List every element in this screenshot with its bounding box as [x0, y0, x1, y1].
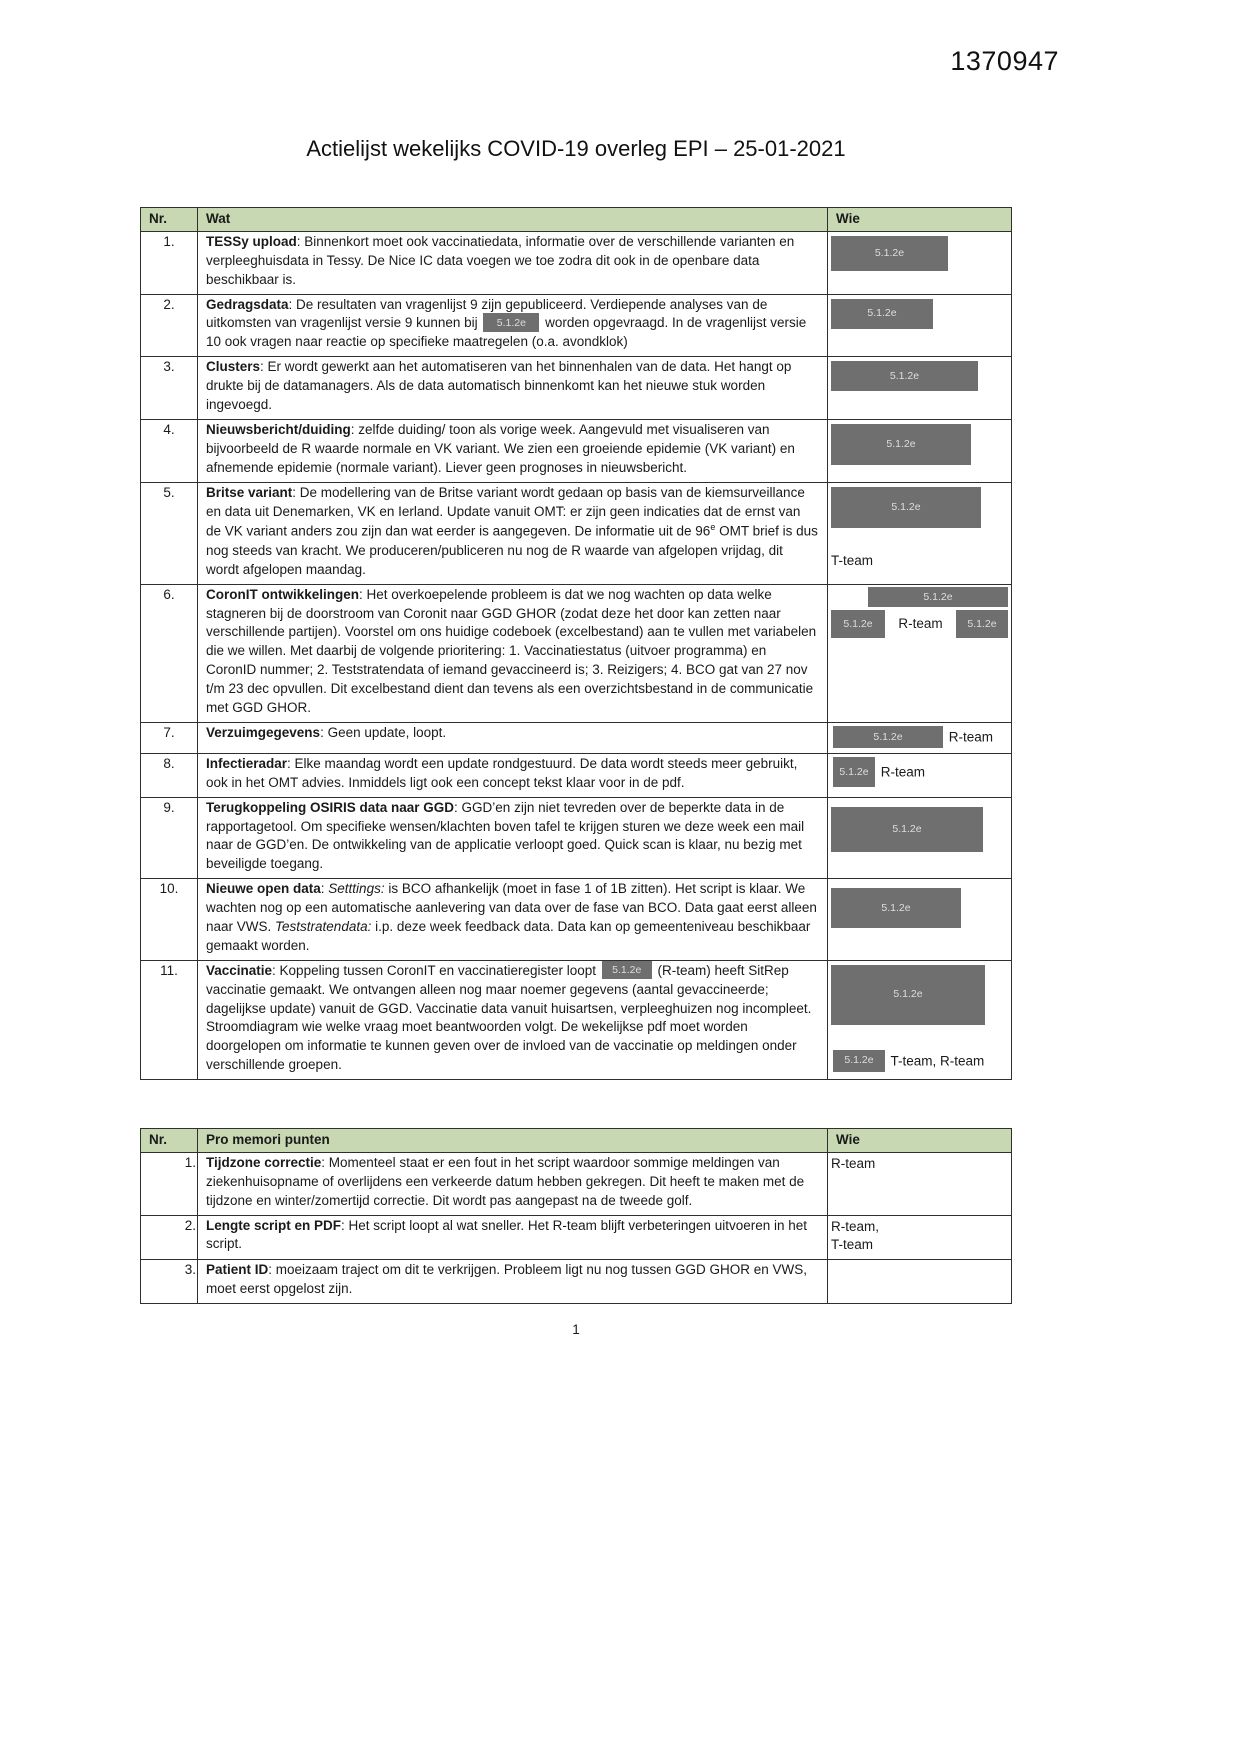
- header-wie: Wie: [828, 208, 1012, 232]
- row-assignee: [828, 231, 1012, 294]
- row-description: [198, 960, 828, 1079]
- text-run: R-team: [831, 1155, 876, 1171]
- row-number: 3.: [141, 1260, 198, 1304]
- text-run: : Het overkoepelende probleem is dat we nog wachten op data welke stagneren bij de doorstroom van Coronit naar GGD GHOR (zodat deze het door kan zetten naar verschillende partijen). Voorstel om ons huidige codeboek (excelbestand) aan te vullen met variabelen die we willen. Met daarbij de volgende prioritering: 1. Vaccinatiestatus (uitvoer programma) en CoronID nummer; 2. Teststratendata of iemand gevaccineerd is; 3. Reizigers; 4. BCO gat van 27 nov t/m 23 dec opvullen. Dit excelbestand dient dan tevens als een overzichtsbestand in de communicatie met GGD GHOR.: [206, 586, 817, 715]
- row-topic: Nieuwe open data: [206, 881, 321, 897]
- text-run: : De modellering van de Britse variant wordt gedaan op basis van de kiemsurveillance en data uit Denemarken, VK en Ierland. Update vanuit OMT: er zijn geen indicaties dat de ernst van de VK variant anders zou zijn dan wat eerder is aangegeven. De informatie uit de 96: [206, 484, 805, 539]
- text-run: R-team: [898, 615, 943, 631]
- assignee-line: [831, 1236, 1008, 1255]
- action-table-body: [141, 231, 1012, 1079]
- redaction-box: 5.1.2e: [483, 313, 539, 332]
- row-description: [198, 1152, 828, 1215]
- row-topic: Lengte script en PDF: [206, 1217, 342, 1233]
- table-row: [141, 753, 1012, 797]
- row-assignee: [828, 722, 1012, 753]
- redaction-box: 5.1.2e: [831, 487, 981, 528]
- table-row: [141, 1152, 1012, 1215]
- redaction-box: 5.1.2e: [833, 726, 943, 748]
- page-title: Actielijst wekelijks COVID-19 overleg EPI – 25-01-2021: [306, 136, 846, 161]
- text-run: i.p. deze week feedback data. Data kan op gemeenteniveau beschikbaar gemaakt worden.: [206, 919, 811, 953]
- row-number: 2.: [141, 1215, 198, 1260]
- redaction-box: 5.1.2e: [831, 361, 978, 391]
- text-run: : Momenteel staat er een fout in het script waardoor sommige meldingen van ziekenhuisopname of overlijdens een verkeerde datum hebben gekregen. Dit heeft te maken met de tijdzone en winter/zomertijd correctie. Dit wordt pas aangepast na de tweede golf.: [206, 1154, 805, 1208]
- redaction-box: 5.1.2e: [956, 610, 1008, 638]
- text-run: T-team, R-team: [887, 1053, 985, 1069]
- text-run: T-team: [831, 552, 874, 568]
- memo-table-body: [141, 1152, 1012, 1303]
- italic-text: Setttings:: [328, 881, 385, 897]
- redaction-box: 5.1.2e: [831, 807, 983, 852]
- row-assignee: [828, 294, 1012, 357]
- text-run: is BCO afhankelijk (moet in fase 1 of 1B zitten). Het script is klaar. We wachten nog op een automatische aanlevering van data over de fase van BCO. Data gaat eerst alleen naar VWS.: [206, 881, 817, 934]
- row-assignee: [828, 357, 1012, 420]
- text-run: R-team: [877, 764, 926, 780]
- text-run: : Binnenkort moet ook vaccinatiedata, informatie over de verschillende varianten en verpleeghuisdata in Tessy. De Nice IC data voegen we toe zodra dit ook in de openbare data beschikbaar is.: [206, 233, 795, 287]
- row-description: [198, 294, 828, 357]
- row-assignee: [828, 1152, 1012, 1215]
- assignee-line: [831, 587, 1008, 607]
- text-run: R-team,: [831, 1218, 880, 1234]
- header-pro-memori: Pro memori punten: [198, 1129, 828, 1153]
- assignee-line: [831, 236, 1008, 271]
- assignee-line: [831, 610, 1008, 638]
- row-number: 1.: [141, 1152, 198, 1215]
- text-run: R-team: [945, 729, 994, 745]
- row-assignee: [828, 584, 1012, 722]
- document-number: 1370947: [950, 46, 1059, 76]
- table-row: [141, 231, 1012, 294]
- text-run: :: [320, 881, 329, 897]
- redaction-box: 5.1.2e: [831, 888, 961, 928]
- table-row: [141, 584, 1012, 722]
- text-run: T-team: [831, 1237, 874, 1253]
- redaction-box: 5.1.2e: [602, 961, 652, 979]
- row-topic: Patient ID: [206, 1262, 269, 1278]
- row-topic: Nieuwsbericht/duiding: [206, 422, 351, 438]
- row-description: [198, 584, 828, 722]
- header-wat: Wat: [198, 208, 828, 232]
- row-assignee: [828, 753, 1012, 797]
- row-assignee: [828, 879, 1012, 961]
- redaction-box: 5.1.2e: [831, 236, 948, 271]
- text-run: : Koppeling tussen CoronIT en vaccinatieregister loopt: [272, 962, 600, 978]
- row-topic: CoronIT ontwikkelingen: [206, 586, 360, 602]
- row-topic: Clusters: [206, 359, 261, 375]
- italic-text: Teststratendata:: [275, 919, 372, 934]
- row-number: 5.: [141, 482, 198, 584]
- row-number: 1.: [141, 231, 198, 294]
- redaction-box: 5.1.2e: [833, 1050, 885, 1072]
- assignee-line: [831, 1155, 1008, 1174]
- row-assignee: [828, 1260, 1012, 1304]
- assignee-line: [831, 965, 1008, 1025]
- row-topic: Vaccinatie: [206, 962, 273, 978]
- table-row: [141, 879, 1012, 961]
- row-description: [198, 357, 828, 420]
- row-number: 11.: [141, 960, 198, 1079]
- row-description: [198, 797, 828, 879]
- page-number: 1: [572, 1322, 580, 1337]
- row-number: 2.: [141, 294, 198, 357]
- row-assignee: [828, 482, 1012, 584]
- row-assignee: [828, 797, 1012, 879]
- redaction-box: 5.1.2e: [831, 299, 933, 329]
- assignee-line: [831, 1051, 1008, 1073]
- superscript-text: e: [710, 522, 716, 533]
- table-row: [141, 1215, 1012, 1260]
- assignee-line: [831, 1218, 1008, 1237]
- row-description: [198, 231, 828, 294]
- row-description: [198, 420, 828, 483]
- redaction-box: 5.1.2e: [831, 965, 985, 1025]
- table-row: [141, 482, 1012, 584]
- row-description: [198, 1260, 828, 1304]
- row-number: 6.: [141, 584, 198, 722]
- assignee-line: [831, 299, 1008, 329]
- row-topic: TESSy upload: [206, 233, 297, 249]
- header-nr: Nr.: [141, 1129, 198, 1153]
- redaction-box: 5.1.2e: [831, 610, 885, 638]
- row-topic: Gedragsdata: [206, 296, 289, 312]
- redaction-box: 5.1.2e: [868, 587, 1008, 607]
- assignee-line: [831, 424, 1008, 465]
- pro-memori-table: [140, 1128, 1012, 1304]
- text-run: : moeizaam traject om dit te verkrijgen. Probleem ligt nu nog tussen GGD GHOR en VWS, moet eerst opgelost zijn.: [206, 1262, 807, 1297]
- row-topic: Tijdzone correctie: [206, 1154, 322, 1170]
- row-description: [198, 722, 828, 753]
- assignee-line: [831, 361, 1008, 391]
- row-number: 10.: [141, 879, 198, 961]
- text-run: : Het script loopt al wat sneller. Het R-team blijft verbeteringen uitvoeren in het script.: [206, 1217, 808, 1252]
- header-wie: Wie: [828, 1129, 1012, 1153]
- table-row: [141, 357, 1012, 420]
- row-number: 3.: [141, 357, 198, 420]
- row-number: 7.: [141, 722, 198, 753]
- assignee-line: [831, 727, 1008, 749]
- text-run: : Elke maandag wordt een update rondgestuurd. De data wordt steeds meer gebruikt, ook in het OMT advies. Inmiddels ligt ook een concept tekst klaar voor in de pdf.: [206, 755, 798, 790]
- row-number: 9.: [141, 797, 198, 879]
- table-row: [141, 1260, 1012, 1304]
- row-topic: Infectieradar: [206, 755, 288, 771]
- row-description: [198, 1215, 828, 1260]
- row-assignee: [828, 420, 1012, 483]
- text-run: worden opgevraagd. In de vragenlijst versie 10 ook vragen naar reactie op specifieke maatregelen (o.a. avondklok): [206, 315, 807, 350]
- row-description: [198, 482, 828, 584]
- header-nr: Nr.: [141, 208, 198, 232]
- text-run: : Geen update, loopt.: [320, 724, 447, 740]
- row-number: 8.: [141, 753, 198, 797]
- table-row: [141, 722, 1012, 753]
- row-topic: Verzuimgegevens: [206, 724, 321, 740]
- text-run: (R-team) heeft SitRep vaccinatie gemaakt. We ontvangen alleen nog maar noemer gegevens (aantal gevaccineerde; dagelijkse update) vanuit de GGD. Vaccinatie data vanuit huisartsen, verpleeghuizen nog incompleet. Stroomdiagram wie welke vraag moet beantwoorden volgt. De wekelijkse pdf moet worden doorgelopen om informatie te kunnen geven over de invloed van de vaccinatie op meldingen onder verschillende groepen.: [206, 962, 812, 1073]
- action-table: [140, 207, 1012, 1080]
- action-table-header-row: [141, 208, 1012, 232]
- text-run: OMT brief is dus nog steeds van kracht. We produceren/publiceren nu nog de R waarde van afgelopen vrijdag, dit wordt afgelopen maandag.: [206, 523, 818, 577]
- text-run: : De resultaten van vragenlijst 9 zijn gepubliceerd. Verdiepende analyses van de uitkomsten van vragenlijst versie 9 kunnen bij: [206, 296, 768, 331]
- table-row: [141, 294, 1012, 357]
- row-assignee: [828, 1215, 1012, 1260]
- assignee-line: [831, 888, 1008, 928]
- row-topic: Terugkoppeling OSIRIS data naar GGD: [206, 799, 455, 815]
- text-run: : zelfde duiding/ toon als vorige week. Aangevuld met visualiseren van bijvoorbeeld de R waarde normale en VK variant. We zien een groeiende epidemie (VK variant) en afnemende epidemie (normale variant). Liever geen prognoses in nieuwsbericht.: [206, 422, 795, 475]
- table-row: [141, 797, 1012, 879]
- text-run: : Er wordt gewerkt aan het automatiseren van het binnenhalen van de data. Het hangt op drukte bij de datamanagers. Als de data automatisch binnenkomt kan het nieuwe stuk worden ingevoegd.: [206, 359, 792, 413]
- assignee-line: [831, 552, 1008, 571]
- row-description: [198, 753, 828, 797]
- redaction-box: 5.1.2e: [831, 424, 971, 465]
- table-row: [141, 420, 1012, 483]
- text-run: : GGD’en zijn niet tevreden over de beperkte data in de rapportagetool. Om specifieke wensen/klachten boven tafel te krijgen sturen we deze week een mail naar de GGD’en. De ontwikkeling van de applicatie verloopt goed. Quick scan is klaar, nu bezig met beveiligde toegang.: [206, 799, 805, 872]
- row-topic: Britse variant: [206, 484, 293, 500]
- table-row: [141, 960, 1012, 1079]
- row-assignee: [828, 960, 1012, 1079]
- assignee-line: [831, 758, 1008, 788]
- assignee-line: [831, 807, 1008, 852]
- redaction-box: 5.1.2e: [833, 757, 875, 787]
- row-description: [198, 879, 828, 961]
- memo-table-header-row: [141, 1129, 1012, 1153]
- row-number: 4.: [141, 420, 198, 483]
- assignee-line: [831, 487, 1008, 528]
